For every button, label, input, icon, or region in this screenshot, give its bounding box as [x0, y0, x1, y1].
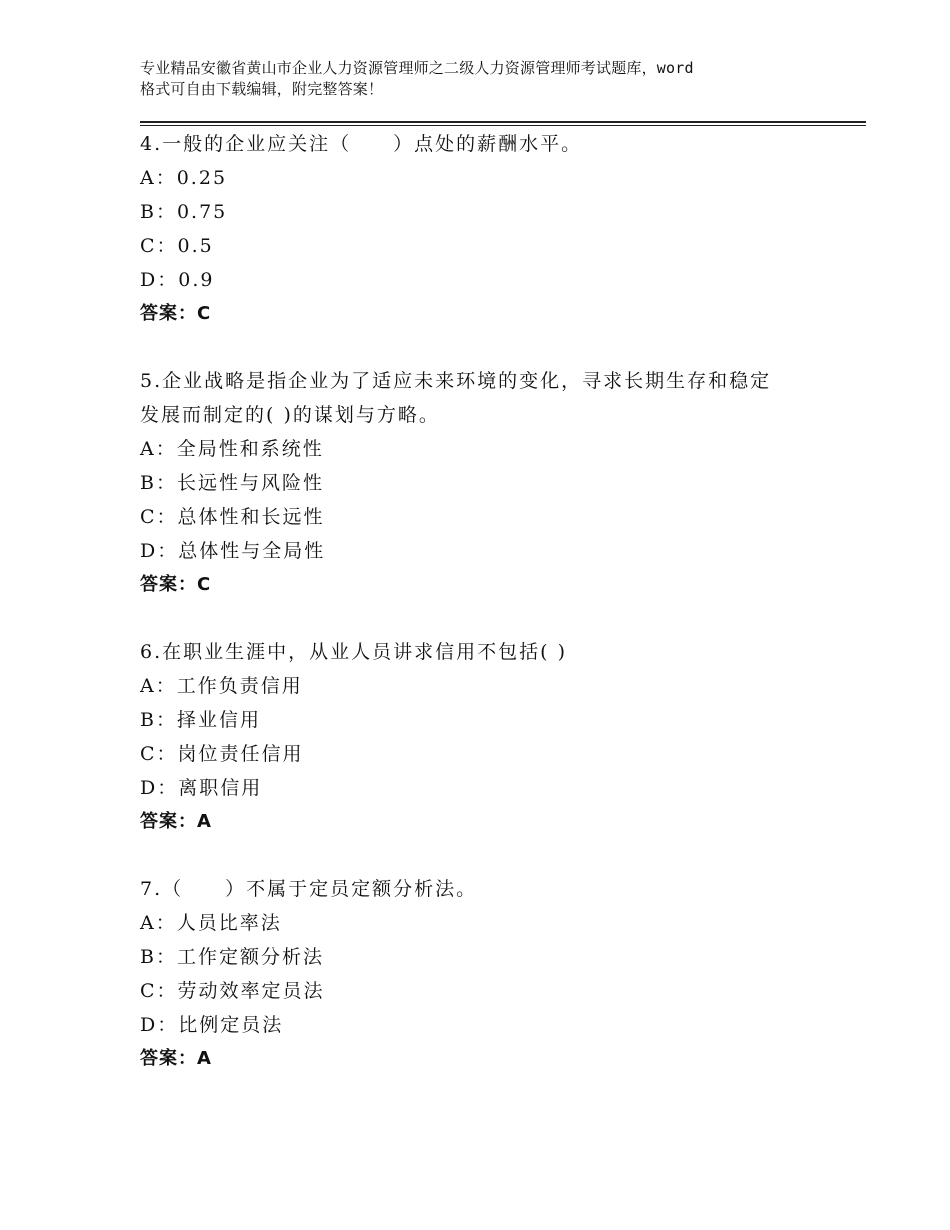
option-c: C：劳动效率定员法	[140, 980, 325, 1002]
question-text-line-1: 5.企业战略是指企业为了适应未来环境的变化，寻求长期生存和稳定	[140, 370, 772, 392]
option-d: D：比例定员法	[140, 1014, 284, 1036]
option-a: A：工作负责信用	[140, 675, 303, 697]
option-d: D：总体性与全局性	[140, 540, 326, 562]
option-d: D：0.9	[140, 269, 215, 291]
question-5	[140, 364, 840, 602]
question-7	[140, 872, 840, 1076]
option-a: A：全局性和系统性	[140, 438, 324, 460]
option-d: D：离职信用	[140, 777, 263, 799]
document-header	[140, 58, 830, 100]
header-divider-thin	[140, 125, 866, 126]
question-text: 4.一般的企业应关注（ ）点处的薪酬水平。	[140, 133, 583, 155]
header-divider-thick	[140, 121, 866, 123]
option-c: C：0.5	[140, 235, 214, 257]
question-6	[140, 635, 840, 839]
answer-label: 答案：A	[140, 1048, 212, 1069]
question-text-line-2: 发展而制定的( )的谋划与方略。	[140, 404, 440, 426]
option-c: C：岗位责任信用	[140, 743, 304, 765]
option-b: B：长远性与风险性	[140, 472, 324, 494]
question-4	[140, 127, 840, 331]
option-b: B：择业信用	[140, 709, 261, 731]
question-list	[140, 127, 840, 1109]
option-a: A：人员比率法	[140, 912, 282, 934]
option-a: A：0.25	[140, 167, 228, 189]
answer-label: 答案：A	[140, 811, 212, 832]
question-text: 7.（ ）不属于定员定额分析法。	[140, 878, 478, 900]
option-c: C：总体性和长远性	[140, 506, 325, 528]
question-text: 6.在职业生涯中，从业人员讲求信用不包括( )	[140, 641, 567, 663]
answer-label: 答案：C	[140, 574, 212, 595]
answer-label: 答案：C	[140, 303, 212, 324]
header-line-1: 专业精品安徽省黄山市企业人力资源管理师之二级人力资源管理师考试题库，word	[140, 59, 694, 77]
option-b: B：0.75	[140, 201, 228, 223]
header-line-2: 格式可自由下载编辑，附完整答案！	[140, 80, 384, 98]
option-b: B：工作定额分析法	[140, 946, 324, 968]
